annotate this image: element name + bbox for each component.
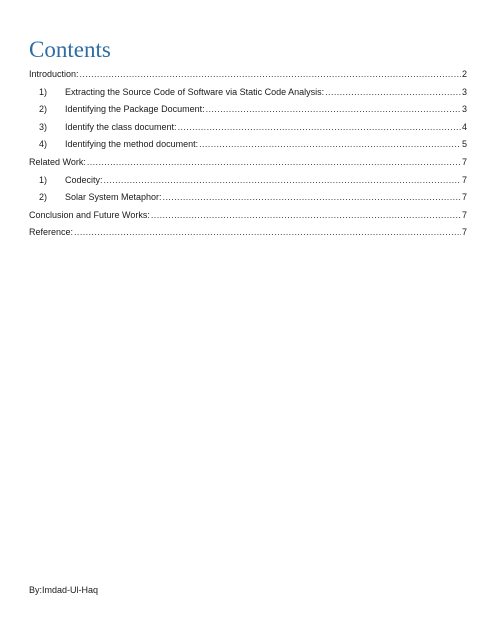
toc-entry-number: 2) (39, 104, 48, 115)
toc-entry-text: Related Work: (29, 156, 86, 167)
contents-heading: Contents (29, 37, 111, 62)
toc-page-number: 3 (461, 86, 467, 97)
toc-entry-text: Conclusion and Future Works: (29, 209, 150, 220)
toc-entry-codecity[interactable] (29, 172, 467, 190)
dot-leader (178, 119, 461, 137)
toc-entry-text: Identifying the method document: (65, 139, 199, 150)
toc-page-number: 7 (461, 174, 467, 185)
toc-entry-text: Reference: (29, 227, 74, 238)
toc-entry-number: 1) (39, 174, 48, 185)
toc-entry-number: 2) (39, 192, 48, 203)
toc-entry-number: 4) (39, 139, 48, 150)
dot-leader (199, 136, 461, 154)
toc-page-number: 7 (461, 192, 467, 203)
toc-entry-number: 3) (39, 121, 48, 132)
toc-page-number: 4 (461, 121, 467, 132)
toc-entry-text: Identify the class document: (65, 121, 177, 132)
toc-entry-introduction[interactable] (29, 66, 467, 84)
table-of-contents (29, 66, 467, 242)
toc-entry-text: Identifying the Package Document: (65, 104, 205, 115)
author-footer: By:Imdad-Ul-Haq (29, 585, 99, 595)
toc-entry-solar-system-metaphor[interactable] (29, 189, 467, 207)
dot-leader (87, 154, 461, 172)
toc-entry-text: Introduction: (29, 69, 79, 79)
toc-entry-text: Solar System Metaphor: (65, 192, 162, 203)
toc-page-number: 7 (461, 209, 467, 220)
toc-page-number: 2 (461, 69, 467, 79)
toc-entry-number: 1) (39, 86, 48, 97)
dot-leader (74, 224, 461, 242)
toc-entry-reference[interactable] (29, 224, 467, 242)
toc-page-number: 5 (461, 139, 467, 150)
dot-leader (104, 172, 461, 190)
toc-entry-text: Codecity: (65, 174, 103, 185)
dot-leader (206, 101, 461, 119)
toc-entry-method-document[interactable] (29, 136, 467, 154)
dot-leader (80, 66, 461, 84)
dot-leader (325, 84, 461, 102)
toc-entry-related-work[interactable] (29, 154, 467, 172)
toc-entry-package-document[interactable] (29, 101, 467, 119)
toc-page-number: 7 (461, 227, 467, 238)
dot-leader (163, 189, 461, 207)
toc-page-number: 3 (461, 104, 467, 115)
toc-page-number: 7 (461, 156, 467, 167)
toc-entry-class-document[interactable] (29, 119, 467, 137)
toc-entry-text: Extracting the Source Code of Software via Static Code Analysis: (65, 86, 325, 97)
toc-entry-conclusion[interactable] (29, 207, 467, 225)
toc-entry-extracting-source-code[interactable] (29, 84, 467, 102)
dot-leader (151, 207, 461, 225)
